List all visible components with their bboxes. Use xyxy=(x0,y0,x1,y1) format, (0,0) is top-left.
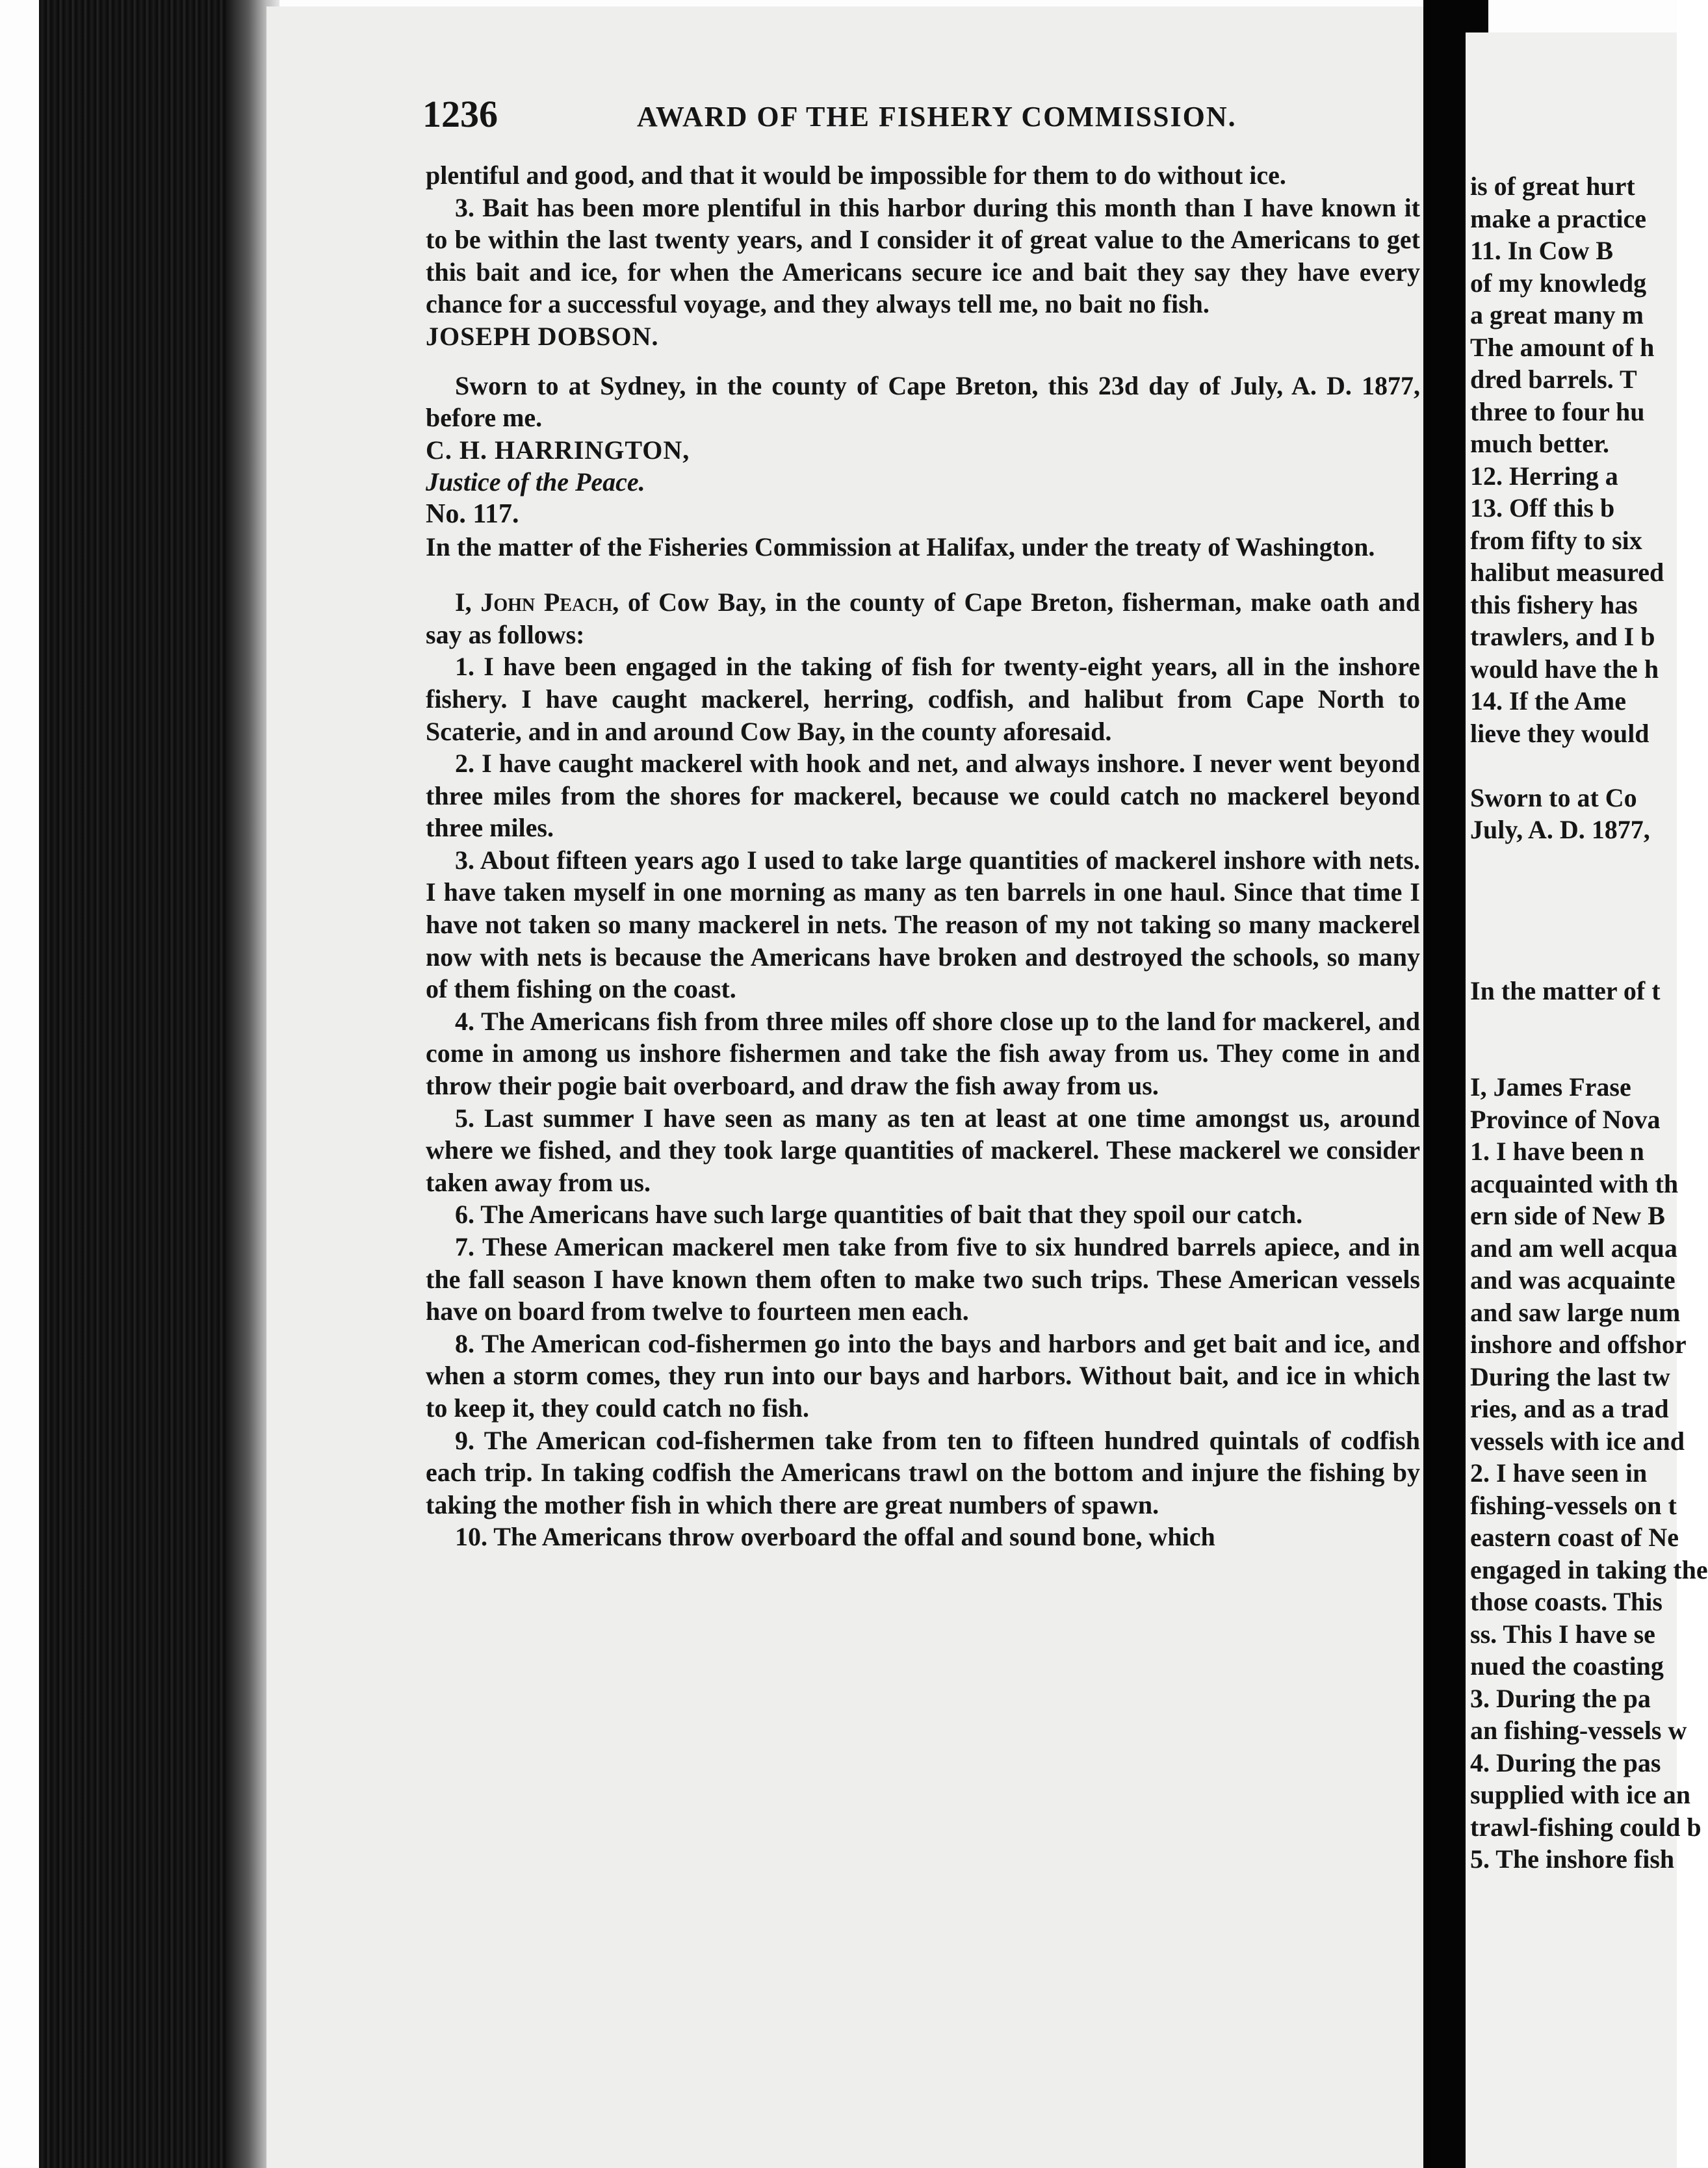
right-column-line: dred barrels. T xyxy=(1470,365,1637,394)
dobson-paragraph-3: 3. Bait has been more plentiful in this harbor during this month than I have known it to be within the last twenty years, and I consider it of great value to the Americans to get this bait and ice, for when the Americans secure ice and bait they say they have every chance for a successful voyage, and they always tell me, no bait no fish. xyxy=(426,192,1420,319)
right-column-line: ries, and as a trad xyxy=(1470,1394,1669,1423)
right-column-line: and saw large num xyxy=(1470,1297,1681,1327)
right-column-line: Province of Nova xyxy=(1470,1104,1661,1134)
right-column-line: would have the h xyxy=(1470,654,1659,684)
right-column-line: I, James Frase xyxy=(1470,1072,1631,1102)
justice-name: C. H. HARRINGTON, xyxy=(426,435,690,465)
continuation-paragraph: plentiful and good, and that it would be impossible for them to do without ice. xyxy=(426,161,1286,190)
document-number: No. 117. xyxy=(426,498,519,529)
right-column-line: 4. During the pas xyxy=(1470,1748,1661,1777)
right-column-line: In the matter of t xyxy=(1470,975,1661,1005)
right-column-line: of my knowledg xyxy=(1470,268,1647,298)
right-column-line: 5. The inshore fish xyxy=(1470,1844,1675,1874)
peach-paragraph: 4. The Americans fish from three miles off shore close up to the land for mackerel, and come in among us inshore fishermen and take the fish away from us. They come in and throw their pogie bait overboard, and draw the fish away from us. xyxy=(426,1006,1420,1101)
right-column-line: The amount of h xyxy=(1470,332,1655,362)
right-column-line xyxy=(1470,846,1677,879)
right-column-line xyxy=(1470,749,1677,782)
peach-paragraph: 2. I have caught mackerel with hook and net, and always inshore. I never went beyond three miles from the shores for mackerel, because we could catch no mackerel beyond three miles. xyxy=(426,749,1420,843)
peach-paragraph: 8. The American cod-fishermen go into the bays and harbors and get bait and ice, and when a storm comes, they run into our bays and harbors. Without bait, and ice in which to keep it, they could catch no fish. xyxy=(426,1328,1420,1423)
right-column-line: make a practice xyxy=(1470,203,1647,233)
right-column-line: and was acquainte xyxy=(1470,1265,1676,1295)
left-column-text xyxy=(426,159,1420,1553)
dobson-signature: JOSEPH DOBSON. xyxy=(426,321,659,351)
right-column-line: ern side of New B xyxy=(1470,1201,1665,1230)
right-column-line: eastern coast of Ne xyxy=(1470,1523,1679,1552)
right-column-line xyxy=(1470,878,1677,910)
right-column-line: fishing-vessels on t xyxy=(1470,1490,1677,1520)
right-column-line: inshore and offshor xyxy=(1470,1330,1687,1359)
peach-paragraph: 10. The Americans throw overboard the offal and sound bone, which xyxy=(455,1522,1215,1552)
right-column-line: trawlers, and I b xyxy=(1470,622,1655,651)
intro-paragraph xyxy=(426,586,1420,651)
right-column-line: an fishing-vessels w xyxy=(1470,1716,1687,1745)
peach-paragraph: 3. About fifteen years ago I used to take large quantities of mackerel inshore with nets. I have taken myself in one morning as many as ten barrels in one haul. Since that time I have not taken so many mackerel in nets. The reason of my not taking so many mackerel now with nets is because the Americans have broken and destroyed the schools, so many of them fishing on the coast. xyxy=(426,845,1420,1004)
right-column-line: a great many m xyxy=(1470,300,1644,329)
right-column-line: trawl-fishing could b xyxy=(1470,1812,1702,1842)
right-column-line: 1. I have been n xyxy=(1470,1137,1644,1166)
peach-paragraph: 7. These American mackerel men take from five to six hundred barrels apiece, and in the fall season I have known them often to make two such trips. These American vessels have on board from twelve to fourteen men each. xyxy=(426,1232,1420,1326)
right-column-line: this fishery has xyxy=(1470,589,1638,619)
right-column-line xyxy=(1470,942,1677,975)
page-number: 1236 xyxy=(422,93,498,135)
peach-paragraph: 6. The Americans have such large quantities of bait that they spoil our catch. xyxy=(455,1200,1303,1230)
right-column-line: is of great hurt xyxy=(1470,172,1635,201)
running-title: AWARD OF THE FISHERY COMMISSION. xyxy=(637,101,1237,133)
right-column-line: 11. In Cow B xyxy=(1470,236,1614,265)
right-column-line: those coasts. This xyxy=(1470,1587,1663,1616)
right-column-line: 2. I have seen in xyxy=(1470,1458,1648,1488)
intro-rest: , of Cow Bay, in the county of Cape Breton, fisherman, make oath and say as follows: xyxy=(426,587,1421,649)
right-column-line: Sworn to at Co xyxy=(1470,782,1637,812)
right-column-line: from fifty to six xyxy=(1470,525,1642,555)
right-column-line: 14. If the Ame xyxy=(1470,686,1626,716)
peach-paragraph: 9. The American cod-fishermen take from ten to fifteen hundred quintals of codfish each trip. In taking codfish the Americans trawl on the bottom and injure the fishing by taking the mother fish in which there are great numbers of spawn. xyxy=(426,1425,1420,1519)
matter-heading: In the matter of the Fisheries Commission at Halifax, under the treaty of Washington. xyxy=(426,532,1375,561)
jurat: Sworn to at Sydney, in the county of Cape Breton, this 23d day of July, A. D. 1877, before me. xyxy=(426,370,1420,433)
right-column-line: and am well acqua xyxy=(1470,1233,1677,1263)
right-column-line xyxy=(1470,910,1677,943)
right-column-line: 13. Off this b xyxy=(1470,493,1615,523)
right-column-line: ss. This I have se xyxy=(1470,1619,1655,1649)
right-column-line: July, A. D. 1877, xyxy=(1470,815,1650,844)
deponent-name: John Peach xyxy=(480,587,613,617)
right-column-text xyxy=(1470,170,1708,1876)
right-column-line: halibut measured xyxy=(1470,558,1664,587)
right-column-line: vessels with ice and xyxy=(1470,1426,1685,1456)
right-column-line: supplied with ice an xyxy=(1470,1780,1690,1809)
right-column-line xyxy=(1470,1039,1677,1072)
right-column-line: 12. Herring a xyxy=(1470,461,1618,491)
right-column-line: lieve they would xyxy=(1470,718,1650,748)
right-column-line xyxy=(1470,1007,1677,1039)
justice-title: Justice of the Peace. xyxy=(426,467,645,497)
right-column-line: acquainted with th xyxy=(1470,1168,1679,1198)
right-column-line: three to four hu xyxy=(1470,396,1645,426)
peach-paragraph: 1. I have been engaged in the taking of fish for twenty-eight years, all in the inshore fishery. I have caught mackerel, herring, codfish, and halibut from Cape North to Scaterie, and in and around Cow Bay, in the county aforesaid. xyxy=(426,652,1420,746)
right-column-line: nued the coasting xyxy=(1470,1651,1664,1681)
right-column-line: much better. xyxy=(1470,429,1610,458)
right-column-line: During the last tw xyxy=(1470,1361,1670,1391)
right-column-line: 3. During the pa xyxy=(1470,1683,1651,1713)
right-column-line: engaged in taking the xyxy=(1470,1555,1708,1584)
intro-prefix: I, xyxy=(455,587,481,617)
peach-paragraph: 5. Last summer I have seen as many as ten at least at one time amongst us, around where we fished, and they took large quantities of mackerel. These mackerel we consider taken away from us. xyxy=(426,1103,1420,1197)
